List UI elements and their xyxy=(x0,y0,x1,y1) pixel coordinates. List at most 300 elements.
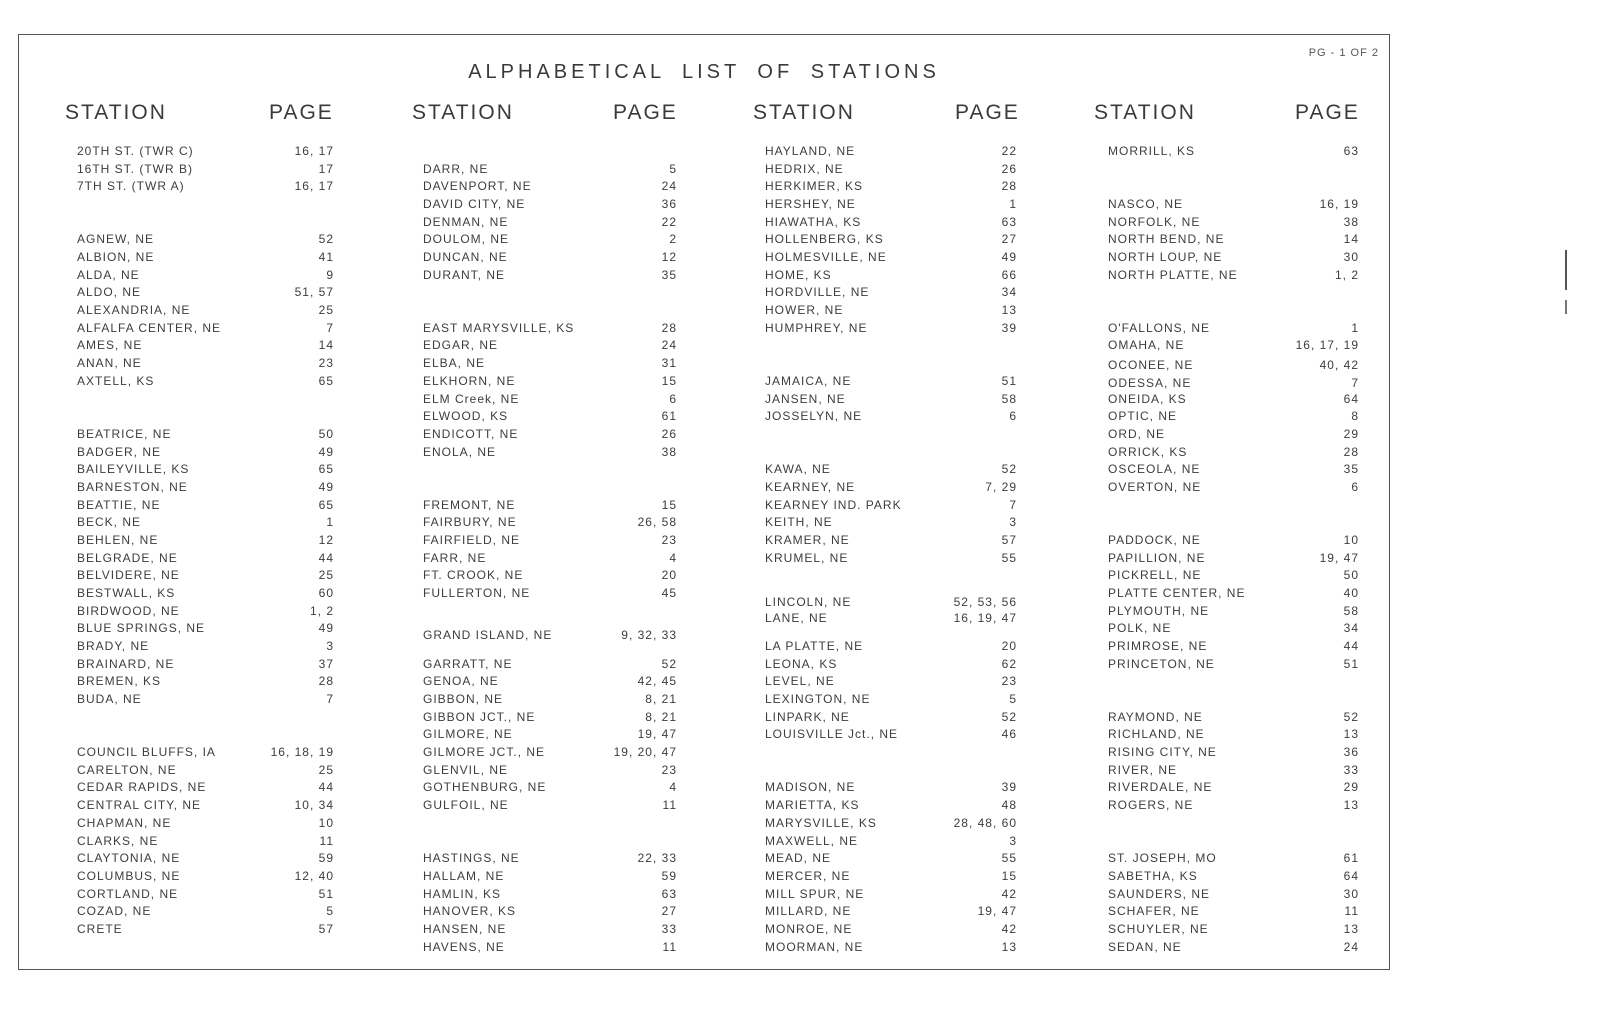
station-page: 6 xyxy=(669,391,677,406)
station-row xyxy=(423,550,677,567)
station-row xyxy=(77,868,334,885)
station-row xyxy=(423,337,677,354)
station-page: 8, 21 xyxy=(645,692,677,707)
station-name: HOLLENBERG, KS xyxy=(765,232,884,247)
station-name: ALDA, NE xyxy=(77,267,140,282)
station-page: 62 xyxy=(1001,656,1017,671)
station-name: SAUNDERS, NE xyxy=(1108,886,1211,901)
station-name: GILMORE JCT., NE xyxy=(423,745,546,760)
station-page: 5 xyxy=(669,161,677,176)
column-1-station-header: STATION xyxy=(65,101,167,124)
station-name: BEATRICE, NE xyxy=(77,426,172,441)
station-page: 63 xyxy=(661,886,677,901)
station-page: 16, 17, 19 xyxy=(1295,338,1359,353)
station-row xyxy=(1108,550,1359,567)
station-page: 27 xyxy=(1001,232,1017,247)
station-page: 38 xyxy=(1343,214,1359,229)
station-row xyxy=(765,249,1017,266)
station-row xyxy=(765,903,1017,920)
station-page: 19, 47 xyxy=(637,727,677,742)
station-row xyxy=(765,850,1017,867)
station-page: 3 xyxy=(326,639,334,654)
station-row xyxy=(765,797,1017,814)
station-name: ALDO, NE xyxy=(77,285,142,300)
station-page: 6 xyxy=(1351,479,1359,494)
station-page: 25 xyxy=(318,762,334,777)
station-page: 36 xyxy=(1343,745,1359,760)
station-name: DOULOM, NE xyxy=(423,232,510,247)
station-name: NORFOLK, NE xyxy=(1108,214,1201,229)
station-row xyxy=(423,903,677,920)
station-row xyxy=(77,620,334,637)
station-page: 35 xyxy=(661,267,677,282)
station-name: HAMLIN, KS xyxy=(423,886,502,901)
station-page: 39 xyxy=(1001,780,1017,795)
station-name: HERKIMER, KS xyxy=(765,179,864,194)
station-page: 28 xyxy=(318,674,334,689)
station-name: MARIETTA, KS xyxy=(765,798,860,813)
station-row xyxy=(77,815,334,832)
station-row xyxy=(423,408,677,425)
station-name: KAWA, NE xyxy=(765,462,831,477)
station-name: MEAD, NE xyxy=(765,851,832,866)
station-name: AGNEW, NE xyxy=(77,232,155,247)
station-page: 41 xyxy=(318,250,334,265)
station-page: 16, 19, 47 xyxy=(953,610,1017,625)
station-name: HOWER, NE xyxy=(765,303,844,318)
station-row xyxy=(765,178,1017,195)
station-name: NORTH PLATTE, NE xyxy=(1108,267,1238,282)
station-page: 44 xyxy=(318,780,334,795)
station-row xyxy=(423,585,677,602)
station-name: COUNCIL BLUFFS, IA xyxy=(77,745,216,760)
station-name: RIVER, NE xyxy=(1108,762,1178,777)
station-row xyxy=(77,779,334,796)
station-page: 23 xyxy=(661,762,677,777)
station-row xyxy=(1108,620,1359,637)
station-name: BIRDWOOD, NE xyxy=(77,603,180,618)
station-page: 12, 40 xyxy=(294,868,334,883)
station-row xyxy=(765,320,1017,337)
station-page: 49 xyxy=(318,621,334,636)
station-page: 49 xyxy=(318,479,334,494)
station-page: 15 xyxy=(661,497,677,512)
station-name: LINCOLN, NE xyxy=(765,594,852,609)
station-name: DARR, NE xyxy=(423,161,489,176)
station-page: 19, 47 xyxy=(1319,550,1359,565)
station-name: MONROE, NE xyxy=(765,921,853,936)
station-name: PAPILLION, NE xyxy=(1108,550,1206,565)
station-page: 51 xyxy=(318,886,334,901)
station-name: HASTINGS, NE xyxy=(423,851,520,866)
station-page: 49 xyxy=(1001,250,1017,265)
station-row xyxy=(77,638,334,655)
station-row xyxy=(423,921,677,938)
station-page: 10, 34 xyxy=(294,798,334,813)
station-page: 46 xyxy=(1001,727,1017,742)
station-page: 24 xyxy=(661,179,677,194)
station-row xyxy=(77,514,334,531)
station-page: 16, 17 xyxy=(294,179,334,194)
station-name: DENMAN, NE xyxy=(423,214,509,229)
station-name: PLATTE CENTER, NE xyxy=(1108,586,1246,600)
station-name: LEXINGTON, NE xyxy=(765,692,871,707)
station-row xyxy=(423,850,677,867)
station-row xyxy=(1108,726,1359,743)
station-name: JAMAICA, NE xyxy=(765,373,852,388)
station-row xyxy=(765,284,1017,301)
station-name: GIBBON, NE xyxy=(423,692,504,707)
station-page: 7 xyxy=(1009,497,1017,512)
station-row xyxy=(77,850,334,867)
station-name: ORD, NE xyxy=(1108,426,1166,441)
column-3-page-header: PAGE xyxy=(955,101,1020,124)
station-name: BRAINARD, NE xyxy=(77,656,175,671)
station-row xyxy=(423,444,677,461)
station-name: DUNCAN, NE xyxy=(423,250,508,265)
station-page: 65 xyxy=(318,373,334,388)
station-page: 51 xyxy=(1001,373,1017,388)
station-page: 13 xyxy=(1001,939,1017,954)
station-row xyxy=(77,461,334,478)
station-name: OMAHA, NE xyxy=(1108,338,1185,353)
station-row xyxy=(765,231,1017,248)
station-name: MILL SPUR, NE xyxy=(765,886,865,901)
station-name: CORTLAND, NE xyxy=(77,886,179,901)
station-page: 30 xyxy=(1343,250,1359,265)
station-row xyxy=(423,373,677,390)
station-row xyxy=(77,302,334,319)
station-page: 23 xyxy=(1001,674,1017,689)
station-page: 11 xyxy=(662,798,677,813)
station-name: LOUISVILLE Jct., NE xyxy=(765,727,899,742)
station-page: 49 xyxy=(318,444,334,459)
station-page: 14 xyxy=(318,338,334,353)
station-row xyxy=(423,726,677,743)
station-page: 5 xyxy=(1009,692,1017,707)
station-row xyxy=(765,479,1017,496)
station-name: KEITH, NE xyxy=(765,515,833,530)
station-name: ALEXANDRIA, NE xyxy=(77,303,191,318)
edge-registration-mark xyxy=(1565,250,1567,290)
station-name: GRAND ISLAND, NE xyxy=(423,628,553,643)
station-page: 20 xyxy=(1001,639,1017,654)
station-name: MARYSVILLE, KS xyxy=(765,815,877,830)
station-row xyxy=(765,143,1017,160)
station-name: RISING CITY, NE xyxy=(1108,745,1217,760)
station-page: 23 xyxy=(318,356,334,371)
station-row xyxy=(765,886,1017,903)
station-row xyxy=(77,320,334,337)
station-page: 14 xyxy=(1343,232,1359,247)
station-row xyxy=(1108,656,1359,673)
station-name: 20TH ST. (TWR C) xyxy=(77,144,194,158)
station-name: LINPARK, NE xyxy=(765,709,850,724)
station-row xyxy=(77,479,334,496)
station-page: 40, 42 xyxy=(1319,357,1359,372)
station-row xyxy=(423,886,677,903)
station-page: 24 xyxy=(1343,939,1359,954)
station-name: ST. JOSEPH, MO xyxy=(1108,851,1217,866)
station-name: NORTH LOUP, NE xyxy=(1108,250,1223,265)
station-page: 25 xyxy=(318,568,334,583)
station-name: KRAMER, NE xyxy=(765,532,850,547)
station-page: 16, 18, 19 xyxy=(270,745,334,760)
station-name: ELWOOD, KS xyxy=(423,409,509,424)
station-page: 22 xyxy=(1001,144,1017,158)
station-row xyxy=(765,408,1017,425)
station-row xyxy=(1108,391,1359,408)
station-row xyxy=(423,868,677,885)
station-name: SABETHA, KS xyxy=(1108,868,1198,883)
station-row xyxy=(765,214,1017,231)
station-row xyxy=(423,532,677,549)
station-page: 13 xyxy=(1001,303,1017,318)
station-row xyxy=(77,355,334,372)
station-name: EDGAR, NE xyxy=(423,338,499,353)
station-name: 7TH ST. (TWR A) xyxy=(77,179,185,194)
station-page: 7, 29 xyxy=(985,479,1017,494)
station-page: 19, 20, 47 xyxy=(613,745,677,760)
station-page: 28 xyxy=(661,320,677,335)
station-page: 1 xyxy=(1351,320,1359,335)
station-row xyxy=(423,762,677,779)
station-page: 22, 33 xyxy=(637,851,677,866)
station-name: HAYLAND, NE xyxy=(765,144,856,158)
station-name: BESTWALL, KS xyxy=(77,586,176,600)
station-row xyxy=(423,709,677,726)
station-row xyxy=(1108,320,1359,337)
station-page: 19, 47 xyxy=(977,904,1017,919)
station-row xyxy=(77,444,334,461)
station-page: 29 xyxy=(1343,780,1359,795)
station-page: 2 xyxy=(669,232,677,247)
column-2-station-header: STATION xyxy=(412,101,514,124)
station-page: 13 xyxy=(1343,727,1359,742)
station-row xyxy=(77,833,334,850)
station-row xyxy=(765,302,1017,319)
station-row xyxy=(423,939,677,956)
station-page: 12 xyxy=(661,250,677,265)
station-name: LEONA, KS xyxy=(765,656,838,671)
station-page: 28 xyxy=(1001,179,1017,194)
station-row xyxy=(1108,744,1359,761)
station-row xyxy=(1108,461,1359,478)
station-name: MOORMAN, NE xyxy=(765,939,864,954)
station-row xyxy=(423,267,677,284)
station-row xyxy=(765,267,1017,284)
station-page: 58 xyxy=(1343,603,1359,618)
station-page: 4 xyxy=(669,550,677,565)
station-page: 34 xyxy=(1343,621,1359,636)
station-row xyxy=(1108,231,1359,248)
station-name: PLYMOUTH, NE xyxy=(1108,603,1210,618)
station-row xyxy=(1108,532,1359,549)
station-row xyxy=(1108,567,1359,584)
station-name: ENOLA, NE xyxy=(423,444,497,459)
station-page: 57 xyxy=(1001,532,1017,547)
station-name: HOME, KS xyxy=(765,267,832,282)
station-row xyxy=(1108,603,1359,620)
station-page: 30 xyxy=(1343,886,1359,901)
station-row xyxy=(1108,638,1359,655)
station-row xyxy=(77,567,334,584)
station-name: HANOVER, KS xyxy=(423,904,517,919)
column-3-station-header: STATION xyxy=(753,101,855,124)
station-page: 40 xyxy=(1343,586,1359,600)
station-name: LA PLATTE, NE xyxy=(765,639,864,654)
station-row xyxy=(1108,196,1359,213)
station-name: DAVID CITY, NE xyxy=(423,197,526,212)
station-row xyxy=(77,903,334,920)
station-name: ELM Creek, NE xyxy=(423,391,520,406)
station-row xyxy=(77,744,334,761)
station-name: GENOA, NE xyxy=(423,674,499,689)
column-2-page-header: PAGE xyxy=(613,101,678,124)
station-name: RICHLAND, NE xyxy=(1108,727,1205,742)
station-name: ELKHORN, NE xyxy=(423,373,516,388)
station-name: ONEIDA, KS xyxy=(1108,391,1187,406)
station-row xyxy=(423,567,677,584)
station-row xyxy=(765,461,1017,478)
station-row xyxy=(1108,408,1359,425)
station-row xyxy=(1108,249,1359,266)
station-name: COZAD, NE xyxy=(77,904,152,919)
station-row xyxy=(1108,886,1359,903)
station-name: PADDOCK, NE xyxy=(1108,532,1201,547)
station-page: 1 xyxy=(1009,197,1017,212)
station-name: BUDA, NE xyxy=(77,692,142,707)
station-name: BARNESTON, NE xyxy=(77,479,188,494)
station-page: 9 xyxy=(326,267,334,282)
station-page: 50 xyxy=(1343,568,1359,583)
station-name: GULFOIL, NE xyxy=(423,798,509,813)
station-row xyxy=(1108,709,1359,726)
station-name: FAIRBURY, NE xyxy=(423,515,517,530)
station-name: CLARKS, NE xyxy=(77,833,159,848)
station-page: 55 xyxy=(1001,550,1017,565)
station-row xyxy=(423,196,677,213)
station-row xyxy=(423,779,677,796)
station-row xyxy=(77,691,334,708)
station-name: FARR, NE xyxy=(423,550,487,565)
station-row xyxy=(77,161,334,178)
station-row xyxy=(1108,939,1359,956)
station-page: 65 xyxy=(318,497,334,512)
station-page: 61 xyxy=(1343,851,1359,866)
station-row xyxy=(765,594,1017,611)
station-row xyxy=(1108,868,1359,885)
station-name: BELVIDERE, NE xyxy=(77,568,180,583)
station-name: BEHLEN, NE xyxy=(77,532,159,547)
station-row xyxy=(77,797,334,814)
station-row xyxy=(765,673,1017,690)
station-name: CRETE xyxy=(77,921,123,936)
station-name: NORTH BEND, NE xyxy=(1108,232,1225,247)
station-page: 59 xyxy=(318,851,334,866)
station-name: HEDRIX, NE xyxy=(765,161,844,176)
station-page: 16, 17 xyxy=(294,144,334,158)
station-name: OPTIC, NE xyxy=(1108,409,1178,424)
station-row xyxy=(423,497,677,514)
station-row xyxy=(765,497,1017,514)
edge-registration-mark-small xyxy=(1565,300,1567,314)
station-row xyxy=(765,921,1017,938)
station-name: BECK, NE xyxy=(77,515,142,530)
station-row xyxy=(1108,585,1359,602)
station-name: BADGER, NE xyxy=(77,444,162,459)
station-row xyxy=(765,939,1017,956)
station-name: MILLARD, NE xyxy=(765,904,852,919)
station-name: GIBBON JCT., NE xyxy=(423,709,536,724)
station-page: 11 xyxy=(1344,904,1359,919)
station-name: MORRILL, KS xyxy=(1108,144,1196,158)
station-page: 59 xyxy=(661,868,677,883)
station-page: 10 xyxy=(318,815,334,830)
station-name: OVERTON, NE xyxy=(1108,479,1202,494)
station-name: BLUE SPRINGS, NE xyxy=(77,621,206,636)
station-page: 12 xyxy=(318,532,334,547)
station-row xyxy=(765,656,1017,673)
station-row xyxy=(77,886,334,903)
station-page: 55 xyxy=(1001,851,1017,866)
station-row xyxy=(77,762,334,779)
station-name: RAYMOND, NE xyxy=(1108,709,1203,724)
station-name: SCHUYLER, NE xyxy=(1108,921,1209,936)
station-row xyxy=(77,532,334,549)
station-name: ENDICOTT, NE xyxy=(423,426,519,441)
station-row xyxy=(77,231,334,248)
station-row xyxy=(423,320,677,337)
station-name: HORDVILLE, NE xyxy=(765,285,870,300)
station-name: COLUMBUS, NE xyxy=(77,868,181,883)
station-page: 10 xyxy=(1343,532,1359,547)
station-name: CHAPMAN, NE xyxy=(77,815,172,830)
station-page: 3 xyxy=(1009,515,1017,530)
station-page: 1, 2 xyxy=(1334,267,1359,282)
station-page: 52 xyxy=(1001,709,1017,724)
station-row xyxy=(1108,444,1359,461)
station-row xyxy=(765,550,1017,567)
station-page: 9, 32, 33 xyxy=(621,628,677,643)
station-page: 6 xyxy=(1009,409,1017,424)
station-page: 8, 21 xyxy=(645,709,677,724)
station-row xyxy=(423,178,677,195)
station-name: ODESSA, NE xyxy=(1108,375,1192,390)
station-page: 66 xyxy=(1001,267,1017,282)
station-row xyxy=(77,337,334,354)
station-page: 1, 2 xyxy=(309,603,334,618)
station-name: FT. CROOK, NE xyxy=(423,568,524,583)
station-name: PRINCETON, NE xyxy=(1108,656,1215,671)
station-row xyxy=(1108,426,1359,443)
station-page: 48 xyxy=(1001,798,1017,813)
station-page: 64 xyxy=(1343,391,1359,406)
station-name: PICKRELL, NE xyxy=(1108,568,1202,583)
station-name: BEATTIE, NE xyxy=(77,497,161,512)
station-row xyxy=(765,196,1017,213)
station-name: ROGERS, NE xyxy=(1108,798,1194,813)
station-page: 63 xyxy=(1343,144,1359,158)
station-page: 13 xyxy=(1343,798,1359,813)
station-page: 1 xyxy=(326,515,334,530)
station-name: LEVEL, NE xyxy=(765,674,835,689)
station-page: 37 xyxy=(318,656,334,671)
station-page: 33 xyxy=(661,921,677,936)
station-name: GILMORE, NE xyxy=(423,727,513,742)
station-row xyxy=(77,426,334,443)
station-row xyxy=(1108,375,1359,392)
